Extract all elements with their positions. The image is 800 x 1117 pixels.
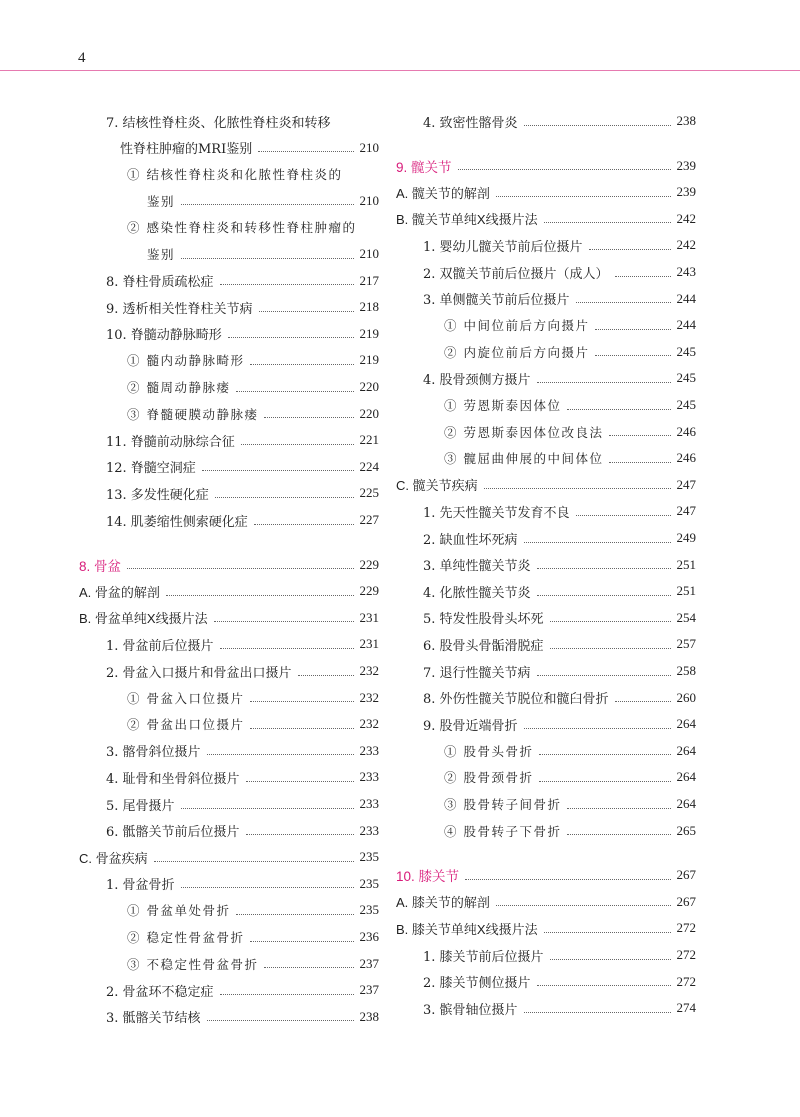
toc-entry-title: ③ 脊髓硬膜动静脉瘘 — [127, 406, 259, 422]
toc-entry — [396, 969, 696, 995]
toc-dot-leader — [250, 941, 353, 942]
toc-dot-leader — [214, 621, 354, 622]
toc-page-number: 227 — [359, 512, 379, 527]
toc-page-number: 258 — [676, 663, 696, 678]
toc-dot-leader — [576, 302, 671, 303]
toc-dot-leader — [202, 470, 354, 471]
toc-entry-title: 1. 骨盆骨折 — [106, 878, 175, 894]
toc-entry — [396, 658, 696, 684]
toc-entry-title: ② 骨盆出口位摄片 — [127, 717, 245, 733]
toc-page-number: 219 — [359, 325, 379, 341]
toc-section — [396, 206, 696, 232]
toc-entry-title: 鉴别 — [147, 193, 176, 209]
toc-entry-title: B. 骨盆单纯X线摄片法 — [79, 611, 208, 627]
toc-entry-title: ① 骨盆入口位摄片 — [127, 690, 245, 706]
toc-entry — [396, 995, 696, 1021]
toc-dot-leader — [250, 701, 353, 702]
toc-page-number: 218 — [359, 299, 379, 315]
toc-dot-leader — [154, 861, 354, 862]
toc-entry-title: 8. 脊柱骨质疏松症 — [106, 275, 214, 291]
toc-page-number: 235 — [359, 902, 379, 918]
toc-entry — [396, 738, 696, 764]
toc-dot-leader — [220, 284, 354, 285]
toc-entry — [396, 259, 696, 285]
toc-page-number: 233 — [359, 796, 379, 811]
toc-dot-leader — [254, 524, 354, 525]
toc-dot-leader — [264, 417, 353, 418]
toc-dot-leader — [215, 497, 354, 498]
toc-entry-title: ② 内旋位前后方向摄片 — [444, 344, 590, 360]
toc-entry-title: 10. 膝关节 — [396, 869, 460, 885]
toc-entry-title: B. 膝关节单纯X线摄片法 — [396, 921, 538, 937]
toc-page-number: 247 — [676, 503, 696, 519]
toc-entry — [79, 427, 379, 453]
toc-entry — [396, 498, 696, 524]
toc-entry — [79, 214, 379, 240]
toc-dot-leader — [246, 834, 354, 835]
toc-entry — [79, 818, 379, 844]
toc-entry — [79, 1004, 379, 1030]
toc-entry — [79, 791, 379, 817]
toc-entry — [79, 711, 379, 737]
toc-entry — [396, 312, 696, 338]
toc-dot-leader — [576, 515, 671, 516]
header-rule — [0, 70, 800, 71]
toc-entry-title: 12. 脊髓空洞症 — [106, 461, 196, 477]
toc-entry-title: ③ 髋屈曲伸展的中间体位 — [444, 451, 604, 467]
toc-entry-title: ③ 股骨转子间骨折 — [444, 797, 562, 812]
toc-entry — [79, 188, 379, 214]
toc-dot-leader — [544, 932, 671, 933]
toc-page-number: 244 — [676, 317, 696, 333]
toc-entry-title: B. 髋关节单纯X线摄片法 — [396, 212, 538, 228]
toc-page-number: 233 — [359, 742, 379, 758]
toc-page-number: 220 — [359, 379, 379, 394]
toc-entry — [396, 685, 696, 711]
toc-page-number: 260 — [676, 689, 696, 705]
toc-entry-title: 5. 特发性股骨头坏死 — [423, 612, 544, 628]
toc-entry-title: 4. 耻骨和坐骨斜位摄片 — [106, 771, 240, 787]
toc-entry — [79, 241, 379, 267]
toc-dot-leader — [524, 728, 671, 729]
toc-dot-leader — [181, 887, 354, 888]
toc-page-number: 233 — [359, 822, 379, 838]
toc-chapter — [396, 153, 696, 179]
toc-entry — [79, 401, 379, 427]
toc-dot-leader — [524, 125, 671, 126]
toc-page-number: 232 — [359, 716, 379, 732]
toc-entry — [396, 445, 696, 471]
toc-entry-title: 6. 骶髂关节前后位摄片 — [106, 825, 240, 841]
toc-section — [79, 578, 379, 604]
toc-page-number: 236 — [359, 929, 379, 944]
toc-entry-title: 5. 尾骨摄片 — [106, 798, 175, 814]
toc-entry — [79, 321, 379, 347]
toc-entry-title: 7. 结核性脊柱炎、化脓性脊柱炎和转移 — [106, 115, 331, 131]
toc-page-number: 244 — [676, 290, 696, 306]
toc-page-number: 265 — [676, 822, 696, 838]
toc-entry — [79, 951, 379, 977]
toc-entry-title: 11. 脊髓前动脉综合征 — [106, 434, 235, 450]
toc-dot-leader — [181, 258, 353, 259]
toc-section — [79, 844, 379, 870]
toc-entry — [396, 818, 696, 844]
toc-chapter — [396, 862, 696, 888]
toc-entry — [396, 552, 696, 578]
toc-entry-title: 2. 骨盆入口摄片和骨盆出口摄片 — [106, 665, 292, 681]
toc-entry — [79, 897, 379, 923]
toc-entry-title: 2. 膝关节侧位摄片 — [423, 976, 531, 992]
toc-page-number: 245 — [676, 370, 696, 386]
toc-page-number: 210 — [359, 246, 379, 261]
toc-entry-title: ④ 股骨转子下骨折 — [444, 823, 562, 839]
toc-entry — [79, 685, 379, 711]
toc-entry — [79, 161, 379, 187]
toc-dot-leader — [550, 621, 671, 622]
toc-entry — [79, 977, 379, 1003]
toc-dot-leader — [181, 808, 354, 809]
toc-dot-leader — [615, 701, 671, 702]
toc-dot-leader — [609, 435, 670, 436]
toc-entry — [396, 578, 696, 604]
toc-page-number: 221 — [359, 432, 379, 448]
toc-page-number: 237 — [359, 982, 379, 998]
toc-entry — [396, 711, 696, 737]
toc-dot-leader — [127, 568, 353, 569]
toc-entry — [396, 942, 696, 968]
toc-dot-leader — [250, 364, 353, 365]
toc-dot-leader — [264, 967, 353, 968]
toc-dot-leader — [567, 409, 670, 410]
toc-entry-title: 9. 股骨近端骨折 — [423, 718, 518, 734]
toc-dot-leader — [496, 196, 671, 197]
toc-entry — [79, 454, 379, 480]
toc-page-number: 246 — [676, 450, 696, 466]
toc-entry-title: ② 稳定性骨盆骨折 — [127, 930, 245, 945]
toc-dot-leader — [550, 959, 671, 960]
toc-section — [396, 889, 696, 915]
toc-dot-leader — [544, 222, 671, 223]
toc-dot-leader — [258, 151, 353, 152]
toc-entry-title: ③ 不稳定性骨盆骨折 — [127, 956, 259, 972]
toc-entry-title: ② 股骨颈骨折 — [444, 770, 534, 786]
toc-dot-leader — [228, 337, 354, 338]
toc-page-number: 264 — [676, 796, 696, 811]
toc-entry-title: 1. 膝关节前后位摄片 — [423, 949, 544, 965]
toc-page-number: 231 — [359, 609, 379, 625]
toc-dot-leader — [539, 754, 670, 755]
toc-entry — [396, 108, 696, 134]
toc-entry — [396, 764, 696, 790]
toc-entry-title: 鉴别 — [147, 247, 176, 262]
toc-entry-title: C. 髋关节疾病 — [396, 478, 478, 494]
toc-dot-leader — [550, 648, 671, 649]
toc-dot-leader — [246, 781, 354, 782]
toc-entry — [79, 480, 379, 506]
toc-entry-title: 9. 髋关节 — [396, 159, 452, 175]
toc-entry — [396, 791, 696, 817]
toc-page-number: 239 — [676, 184, 696, 200]
toc-page-number: 235 — [359, 875, 379, 891]
toc-entry-title: A. 膝关节的解剖 — [396, 895, 490, 911]
toc-entry-title: ② 髓周动静脉瘘 — [127, 380, 231, 395]
toc-entry-title: ① 结核性脊柱炎和化脓性脊柱炎的 — [127, 167, 343, 183]
toc-entry — [396, 631, 696, 657]
toc-entry — [396, 232, 696, 258]
toc-entry-title: ② 劳恩斯泰因体位改良法 — [444, 424, 604, 440]
toc-entry — [396, 419, 696, 445]
toc-page-number: 264 — [676, 716, 696, 732]
toc-entry-title: 3. 髂骨斜位摄片 — [106, 745, 201, 761]
toc-entry-title: 13. 多发性硬化症 — [106, 487, 209, 503]
toc-entry-title: C. 骨盆疾病 — [79, 850, 148, 866]
toc-entry-title: A. 骨盆的解剖 — [79, 584, 160, 600]
toc-entry — [79, 738, 379, 764]
toc-entry-title: 14. 肌萎缩性侧索硬化症 — [106, 514, 248, 530]
toc-dot-leader — [220, 648, 354, 649]
toc-page-number: 274 — [676, 1000, 696, 1016]
toc-page-number: 242 — [676, 237, 696, 253]
toc-page-number: 233 — [359, 769, 379, 785]
toc-section — [396, 179, 696, 205]
toc-page-number: 210 — [359, 192, 379, 208]
toc-entry — [79, 631, 379, 657]
toc-page-number: 237 — [359, 955, 379, 971]
toc-entry — [396, 392, 696, 418]
toc-entry-title: ① 髓内动静脉畸形 — [127, 353, 245, 369]
toc-entry — [396, 339, 696, 365]
toc-dot-leader — [537, 595, 671, 596]
toc-page-number: 229 — [359, 556, 379, 572]
toc-dot-leader — [207, 1020, 354, 1021]
toc-entry-title: ① 中间位前后方向摄片 — [444, 318, 590, 334]
toc-page-number: 235 — [359, 849, 379, 865]
toc-dot-leader — [537, 675, 671, 676]
toc-entry-title: 4. 股骨颈侧方摄片 — [423, 372, 531, 388]
toc-page-number: 264 — [676, 769, 696, 785]
toc-page-number: 247 — [676, 476, 696, 492]
toc-dot-leader — [236, 914, 353, 915]
toc-entry-title: 8. 外伤性髋关节脱位和髋臼骨折 — [423, 692, 609, 708]
toc-section — [79, 605, 379, 631]
toc-entry-title: ② 感染性脊柱炎和转移性脊柱肿瘤的 — [127, 220, 357, 236]
toc-dot-leader — [207, 754, 354, 755]
toc-entry-title: ① 劳恩斯泰因体位 — [444, 398, 562, 413]
toc-entry-title: 2. 骨盆环不稳定症 — [106, 984, 214, 1000]
toc-dot-leader — [595, 355, 670, 356]
toc-entry-title: 3. 髌骨轴位摄片 — [423, 1002, 518, 1018]
toc-entry-title: 10. 脊髓动静脉畸形 — [106, 328, 222, 344]
toc-page-number: 272 — [676, 920, 696, 936]
toc-entry-title: 8. 骨盆 — [79, 558, 122, 574]
toc-entry-title: 3. 单侧髋关节前后位摄片 — [423, 293, 570, 309]
toc-entry-title: 1. 骨盆前后位摄片 — [106, 638, 214, 654]
toc-entry — [79, 347, 379, 373]
toc-page-number: 272 — [676, 947, 696, 962]
toc-page-number: 210 — [359, 139, 379, 155]
toc-dot-leader — [524, 542, 671, 543]
toc-dot-leader — [524, 1012, 671, 1013]
toc-entry-title: ① 骨盆单处骨折 — [127, 903, 231, 919]
toc-page-number: 229 — [359, 583, 379, 599]
toc-entry-title: 性脊柱肿瘤的MRI鉴别 — [120, 142, 253, 158]
toc-page-number: 231 — [359, 636, 379, 652]
toc-dot-leader — [465, 879, 670, 880]
toc-entry — [79, 268, 379, 294]
toc-dot-leader — [484, 488, 671, 489]
toc-dot-leader — [609, 462, 670, 463]
toc-entry — [396, 605, 696, 631]
toc-entry — [79, 374, 379, 400]
toc-entry-title: 2. 缺血性坏死病 — [423, 532, 518, 548]
toc-entry — [79, 135, 379, 161]
toc-entry-title: 3. 骶髂关节结核 — [106, 1011, 201, 1027]
toc-page-number: 220 — [359, 405, 379, 421]
toc-entry-title: 9. 透析相关性脊柱关节病 — [106, 301, 253, 317]
toc-page-number: 254 — [676, 609, 696, 625]
toc-entry-title: 4. 化脓性髋关节炎 — [423, 585, 531, 601]
toc-page-number: 243 — [676, 264, 696, 279]
toc-entry-title: 7. 退行性髋关节病 — [423, 665, 531, 681]
toc-entry-title: 1. 婴幼儿髋关节前后位摄片 — [423, 239, 583, 255]
toc-page-number: 251 — [676, 583, 696, 599]
toc-dot-leader — [537, 382, 671, 383]
toc-dot-leader — [298, 675, 354, 676]
toc-page-number: 232 — [359, 663, 379, 678]
toc-entry — [79, 108, 379, 134]
toc-entry — [79, 507, 379, 533]
toc-dot-leader — [567, 808, 670, 809]
toc-page-number: 249 — [676, 530, 696, 545]
toc-dot-leader — [241, 444, 354, 445]
toc-page-number: 238 — [676, 113, 696, 128]
toc-entry — [79, 658, 379, 684]
toc-page-number: 272 — [676, 973, 696, 989]
toc-page-number: 238 — [359, 1008, 379, 1024]
toc-page-number: 239 — [676, 157, 696, 173]
toc-page-number: 267 — [676, 867, 696, 883]
toc-dot-leader — [458, 169, 671, 170]
toc-entry — [79, 294, 379, 320]
toc-dot-leader — [250, 728, 353, 729]
toc-entry-title: A. 髋关节的解剖 — [396, 185, 490, 201]
toc-section — [396, 472, 696, 498]
toc-section — [396, 915, 696, 941]
toc-dot-leader — [567, 834, 670, 835]
toc-entry — [79, 871, 379, 897]
toc-dot-leader — [496, 905, 671, 906]
toc-page-number: 242 — [676, 210, 696, 226]
toc-dot-leader — [539, 781, 670, 782]
toc-entry-title: 6. 股骨头骨骺滑脱症 — [423, 638, 544, 654]
toc-page-number: 251 — [676, 556, 696, 572]
toc-page-number: 232 — [359, 689, 379, 705]
toc-dot-leader — [259, 311, 354, 312]
toc-entry — [396, 286, 696, 312]
toc-page-number: 225 — [359, 485, 379, 501]
toc-entry — [79, 924, 379, 950]
toc-entry — [396, 525, 696, 551]
toc-entry — [79, 764, 379, 790]
toc-page-number: 245 — [676, 397, 696, 412]
toc-page-number: 267 — [676, 893, 696, 909]
toc-entry-title: 2. 双髋关节前后位摄片（成人） — [423, 266, 609, 282]
toc-dot-leader — [537, 985, 671, 986]
toc-entry — [396, 365, 696, 391]
toc-page-number: 245 — [676, 343, 696, 359]
toc-page-number: 246 — [676, 423, 696, 439]
toc-dot-leader — [537, 568, 671, 569]
toc-page-number: 264 — [676, 742, 696, 758]
page-number: 4 — [78, 50, 86, 66]
toc-page-number: 217 — [359, 272, 379, 288]
toc-entry-title: ① 股骨头骨折 — [444, 743, 534, 759]
toc-chapter — [79, 552, 379, 578]
toc-dot-leader — [220, 994, 354, 995]
toc-entry-title: 4. 致密性髂骨炎 — [423, 115, 518, 131]
toc-dot-leader — [236, 391, 353, 392]
toc-entry-title: 1. 先天性髋关节发育不良 — [423, 505, 570, 521]
toc-page-number: 219 — [359, 352, 379, 368]
toc-dot-leader — [166, 595, 354, 596]
toc-dot-leader — [595, 329, 670, 330]
toc-dot-leader — [615, 276, 671, 277]
toc-dot-leader — [589, 249, 671, 250]
toc-dot-leader — [181, 204, 353, 205]
toc-page-number: 224 — [359, 458, 379, 474]
toc-entry-title: 3. 单纯性髋关节炎 — [423, 559, 531, 575]
toc-page-number: 257 — [676, 636, 696, 652]
